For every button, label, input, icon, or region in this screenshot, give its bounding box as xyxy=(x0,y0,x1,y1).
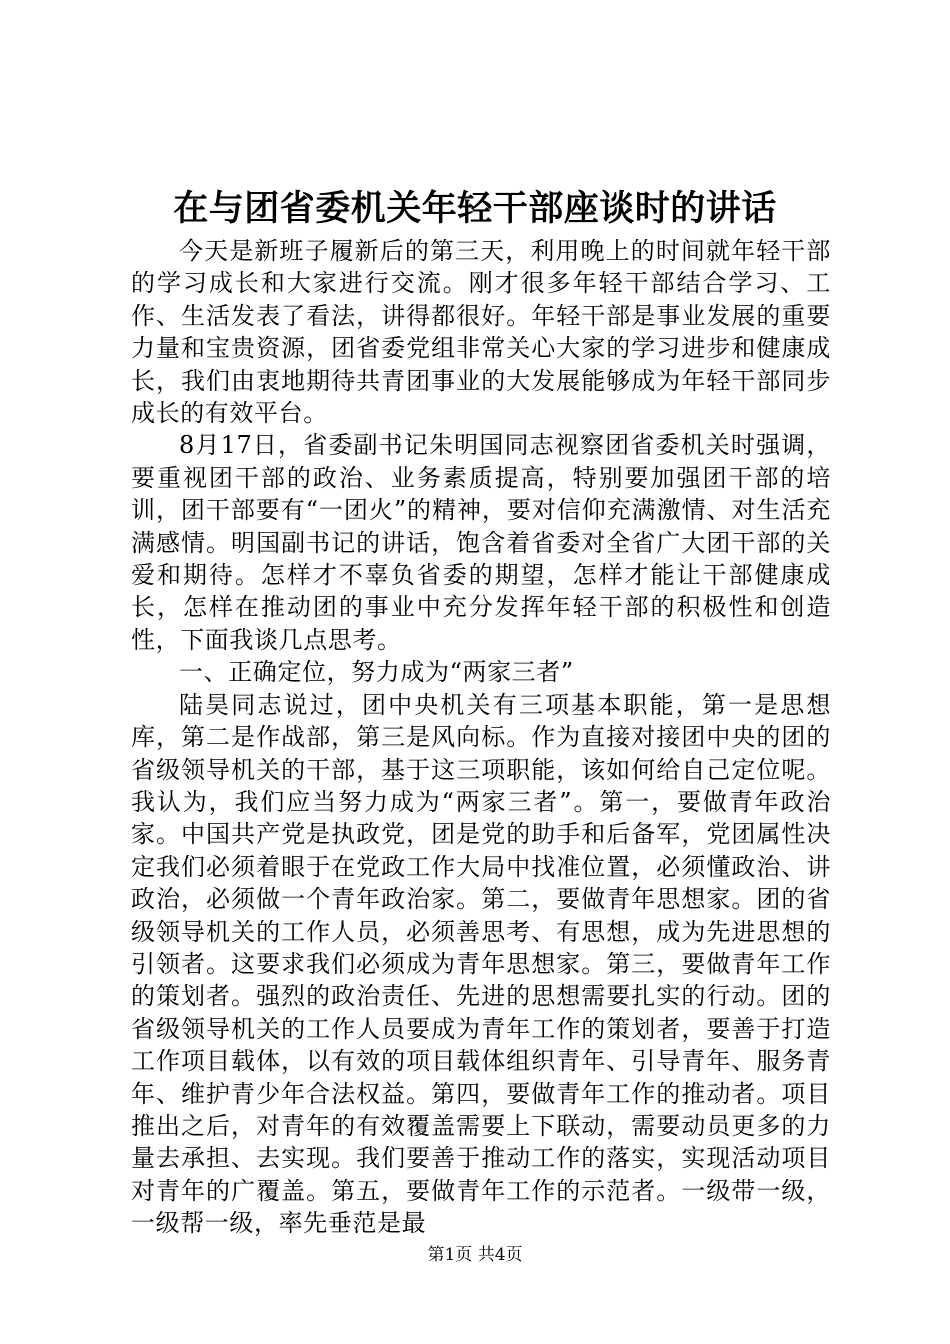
document-body xyxy=(131,235,831,1240)
section-heading: 一、正确定位，努力成为“两家三者” xyxy=(179,658,574,687)
document-title: 在与团省委机关年轻干部座谈时的讲话 xyxy=(173,188,777,229)
page-footer: 第1页 共4页 xyxy=(427,1245,523,1265)
paragraph-context: 8月17日，省委副书记朱明国同志视察团省委机关时强调，要重视团干部的政治、业务素质提高，特别要加强团干部的培训，团干部要有“一团火”的精神，要对信仰充满激情、对生活充满感情。明国副书记的讲话，饱含着省委对全省广大团干部的关爱和期待。怎样才不辜负省委的期望，怎样才能让干部健康成长，怎样在推动团的事业中充分发挥年轻干部的积极性和创造性，下面我谈几点思考。 xyxy=(131,431,831,654)
paragraph-intro: 今天是新班子履新后的第三天，利用晚上的时间就年轻干部的学习成长和大家进行交流。刚才很多年轻干部结合学习、工作、生活发表了看法，讲得都很好。年轻干部是事业发展的重要力量和宝贵资源，团省委党组非常关心大家的学习进步和健康成长，我们由衷地期待共青团事业的大发展能够成为年轻干部同步成长的有效平台。 xyxy=(131,237,831,428)
paragraph-section-1: 陆昊同志说过，团中央机关有三项基本职能，第一是思想库，第二是作战部，第三是风向标。作为直接对接团中央的团的省级领导机关的干部，基于这三项职能，该如何给自己定位呢。我认为，我们应当努力成为“两家三者”。第一，要做青年政治家。中国共产党是执政党，团是党的助手和后备军，党团属性决定我们必须着眼于在党政工作大局中找准位置，必须懂政治、讲政治，必须做一个青年政治家。第二，要做青年思想家。团的省级领导机关的工作人员，必须善思考、有思想，成为先进思想的引领者。这要求我们必须成为青年思想家。第三，要做青年工作的策划者。强烈的政治责任、先进的思想需要扎实的行动。团的省级领导机关的工作人员要成为青年工作的策划者，要善于打造工作项目载体，以有效的项目载体组织青年、引导青年、服务青年、维护青少年合法权益。第四，要做青年工作的推动者。项目推出之后，对青年的有效覆盖需要上下联动，需要动员更多的力量去承担、去实现。我们要善于推动工作的落实，实现活动项目对青年的广覆盖。第五，要做青年工作的示范者。一级带一级，一级帮一级，率先垂范是最 xyxy=(131,690,831,1238)
